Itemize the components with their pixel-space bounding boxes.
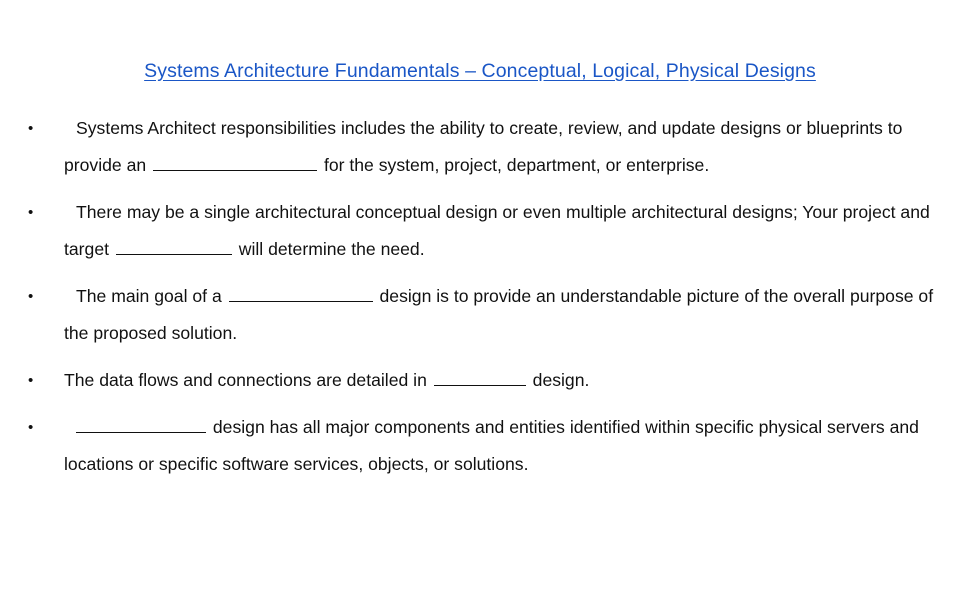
bullet-text-after: for the system, project, department, or enterprise. (323, 155, 710, 175)
bullet-list (28, 110, 943, 493)
bullet-text-before: There may be a single architectural conceptual design or even multiple architectural designs; Your project and target (64, 202, 930, 259)
bullet-dot-icon: • (28, 372, 34, 389)
fill-in-blank (434, 367, 526, 386)
bullet-dot-icon: • (28, 204, 34, 221)
fill-in-blank (153, 152, 317, 171)
slide-title[interactable]: Systems Architecture Fundamentals – Conceptual, Logical, Physical Designs (144, 60, 816, 82)
bullet-item (28, 110, 943, 184)
bullet-item (28, 409, 943, 483)
bullet-text-before: The data flows and connections are detailed in (64, 370, 427, 390)
bullet-text-after: design is to provide an understandable picture of the overall purpose of the proposed solution. (64, 286, 934, 343)
bullet-item (28, 194, 943, 268)
bullet-dot-icon: • (28, 419, 34, 436)
fill-in-blank (76, 414, 206, 433)
bullet-item (28, 362, 943, 399)
bullet-dot-icon: • (28, 288, 34, 305)
fill-in-blank (116, 236, 232, 255)
bullet-text-after: design has all major components and entities identified within specific physical servers and locations or specific software services, objects, or solutions. (64, 417, 919, 474)
bullet-text-after: will determine the need. (238, 239, 425, 259)
bullet-text-before: The main goal of a (76, 286, 222, 306)
bullet-text-after: design. (532, 370, 590, 390)
bullet-item (28, 278, 943, 352)
bullet-text-before: Systems Architect responsibilities includes the ability to create, review, and update designs or blueprints to provide an (64, 118, 903, 175)
fill-in-blank (229, 283, 373, 302)
bullet-dot-icon: • (28, 120, 34, 137)
